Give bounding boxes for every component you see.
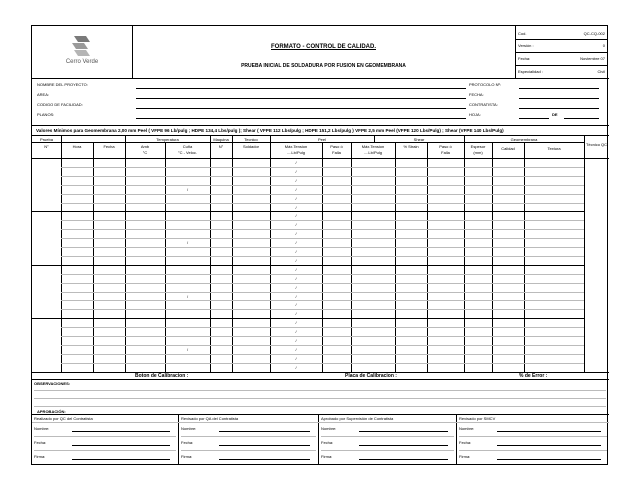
row-divider (61, 345, 584, 346)
sheet-total-field[interactable] (564, 118, 599, 119)
sig-name-label: Nombre: (321, 426, 337, 431)
col-soldador: Soldador (242, 144, 259, 149)
date-label: Fecha: (518, 56, 531, 61)
peel-tension-slash[interactable]: / (295, 320, 297, 326)
col-calidad: Calidad (501, 146, 515, 151)
facility-code-field[interactable] (136, 108, 466, 109)
contractor-field[interactable] (519, 108, 599, 109)
sig-signature-field[interactable] (359, 459, 448, 460)
col-shear-unit: ....Lb/Pulg (363, 150, 382, 155)
sig-name-field[interactable] (72, 431, 170, 432)
calibration-button-label: Boton de Calibracion : (135, 373, 189, 379)
row-divider (32, 265, 584, 266)
row-divider (61, 176, 584, 177)
col-peel-unit: ....Lb/Pulg (286, 150, 305, 155)
peel-tension-slash[interactable]: / (295, 329, 297, 335)
sig-name-field[interactable] (219, 431, 310, 432)
peel-tension-slash[interactable]: / (295, 186, 297, 192)
specialty-value: Civil (597, 69, 605, 74)
row-divider (61, 203, 584, 204)
sig-signature-field[interactable] (497, 459, 601, 460)
sig-qc-contractor-title: Realizado por QC del Contratista (34, 416, 93, 421)
col-peel: Peel (317, 137, 326, 142)
row-divider (61, 247, 584, 248)
sig-date-field[interactable] (497, 445, 601, 446)
row-divider (61, 354, 584, 355)
sig-qa-contractor-title: Revisado por QA del Contratista (181, 416, 239, 421)
col-temperatura: Temperatura (156, 137, 179, 142)
row-divider (61, 309, 584, 310)
peel-tension-slash[interactable]: / (295, 249, 297, 254)
peel-tension-slash[interactable]: / (295, 311, 297, 317)
row-divider (61, 292, 584, 293)
protocol-field[interactable] (519, 88, 599, 89)
sig-supervision-title: Aprobado por Supervisión de Contratista (321, 416, 394, 421)
sheet-field[interactable] (519, 118, 549, 119)
sig-date-label: Fecha: (34, 440, 47, 445)
calibration-plate-label: Placa de Calibracion : (345, 373, 397, 379)
col-n: N° (44, 144, 49, 149)
peel-tension-slash[interactable]: / (295, 222, 297, 228)
sig-signature-label: Firma: (181, 454, 193, 459)
row-divider (61, 300, 584, 301)
form-subtitle: PRUEBA INICIAL DE SOLDADURA POR FUSION EN GEOMEMBRANA (241, 63, 406, 69)
company-name: Cerro Verde (65, 59, 99, 65)
sig-name-label: Nombre: (34, 426, 50, 431)
sig-signature-label: Firma: (321, 454, 333, 459)
form-title: FORMATO - CONTROL DE CALIDAD. (271, 44, 376, 50)
peel-tension-slash[interactable]: / (295, 364, 297, 370)
area-label: AREA: (37, 92, 50, 97)
sig-name-label: Nombre: (459, 426, 475, 431)
row-divider (61, 229, 584, 230)
peel-tension-slash[interactable]: / (295, 275, 297, 281)
col-tecnico: Tecnico (244, 137, 258, 142)
doc-code-value: QC-CQ-002 (583, 31, 605, 36)
peel-tension-slash[interactable]: / (295, 213, 297, 219)
wedge-temp-slash[interactable]: / (186, 346, 189, 352)
peel-tension-slash[interactable]: / (295, 284, 297, 290)
peel-tension-slash[interactable]: / (295, 355, 297, 361)
doc-code-label: Cod. (518, 31, 527, 36)
peel-tension-slash[interactable]: / (295, 338, 297, 343)
col-textura: Textura (547, 146, 561, 151)
row-divider (61, 256, 584, 257)
col-maquina: Maquina (213, 137, 229, 142)
contractor-label: CONTRATISTA: (469, 102, 498, 107)
plans-label: PLANOS: (37, 112, 55, 117)
col-tecnico-qc: Técnico QC (585, 142, 608, 147)
fecha-label: FECHA: (469, 92, 484, 97)
peel-tension-slash[interactable]: / (295, 346, 297, 352)
logo-mark-icon (52, 32, 112, 62)
peel-tension-slash[interactable]: / (295, 195, 297, 201)
row-divider (61, 363, 584, 364)
specialty-label: Especialidad : (518, 69, 543, 74)
observations-line-1[interactable] (34, 390, 606, 391)
wedge-temp-slash[interactable]: / (186, 186, 189, 192)
project-name-field[interactable] (136, 88, 466, 89)
peel-tension-slash[interactable]: / (295, 160, 297, 165)
col-fecha: Fecha (103, 144, 115, 149)
row-divider (61, 283, 584, 284)
sig-name-field[interactable] (359, 431, 448, 432)
col-hora: Hora (72, 144, 82, 149)
version-label: Versión : (518, 43, 534, 48)
approval-label: APROBACIÓN: (37, 409, 66, 414)
row-divider (32, 318, 584, 319)
row-divider (61, 167, 584, 168)
col-shear-max: Máx.Tension (361, 144, 385, 149)
row-divider (32, 211, 584, 212)
observations-label: OBSERVACIONES: (34, 381, 71, 386)
sig-date-label: Fecha: (459, 440, 472, 445)
sig-smcv-title: Revisado por SMCV (459, 416, 496, 421)
col-cuna: Cuña (182, 144, 193, 149)
peel-tension-slash[interactable]: / (295, 257, 297, 263)
minimum-values-note: Valores Mínimos para Geomembrana 2,00 mm Peel ( VFPE 96 Lb/pulg ; HDPE 134,4 Lbs/pulg ); Shear ( VFPE 112 Lbs/pulg ; HDPE 151,2 Lbs/pulg ) VFPE 2,5 mm Peel (VFPE 120 Lbs/Pulg) ; Shear (VFPE 140 Lbs/Pulg) (36, 128, 504, 133)
sig-date-field[interactable] (72, 445, 170, 446)
sig-date-label: Fecha: (321, 440, 334, 445)
peel-tension-slash[interactable]: / (295, 266, 297, 272)
sig-name-label: Nombre: (181, 426, 197, 431)
sig-date-field[interactable] (359, 445, 448, 446)
col-peel-max: Máx.Tension (284, 144, 308, 149)
row-divider (61, 185, 584, 186)
col-amb: Amb (140, 144, 150, 149)
fecha-field[interactable] (519, 98, 599, 99)
peel-tension-slash[interactable]: / (295, 240, 297, 246)
peel-tension-slash[interactable]: / (295, 302, 297, 308)
col-geomembrana: Geomembrana (510, 137, 538, 142)
col-amb-unit: °C (142, 150, 148, 155)
col-shear-falla: Falla (441, 150, 450, 155)
sheet-label: HOJA: (469, 112, 481, 117)
row-divider (61, 327, 584, 328)
col-maquina-n: N° (218, 144, 224, 149)
sig-signature-field[interactable] (72, 459, 170, 460)
observations-line-2[interactable] (34, 398, 606, 399)
col-shear-paso: Paso ó (439, 144, 452, 149)
area-field[interactable] (136, 98, 466, 99)
col-peel-paso: Paso ó (330, 144, 343, 149)
sig-date-label: Fecha: (181, 440, 194, 445)
quality-control-form (31, 25, 608, 465)
wedge-temp-slash[interactable]: / (186, 240, 189, 246)
row-divider (61, 336, 584, 337)
row-divider (61, 220, 584, 221)
col-prueba: Prueba (40, 137, 53, 142)
col-cuna-unit: °C - Veloc. (178, 150, 197, 155)
peel-tension-slash[interactable]: / (295, 293, 297, 299)
date-value: Noviembre 07 (580, 56, 605, 61)
sig-signature-label: Firma: (34, 454, 46, 459)
project-name-label: NOMBRE DEL PROYECTO: (37, 82, 88, 87)
error-percent-label: % de Error : (519, 373, 548, 379)
col-peel-falla: Falla (332, 150, 341, 155)
protocol-label: PROTOCOLO Nº: (469, 82, 502, 87)
peel-tension-slash[interactable]: / (295, 177, 297, 183)
wedge-temp-slash[interactable]: / (186, 293, 189, 299)
peel-tension-slash[interactable]: / (295, 168, 297, 174)
col-shear: Shear (413, 137, 425, 142)
sig-signature-label: Firma: (459, 454, 471, 459)
version-value: 0 (602, 43, 605, 48)
col-espesor: Espesor (470, 144, 486, 149)
sig-date-field[interactable] (219, 445, 310, 446)
row-divider (61, 194, 584, 195)
company-logo (52, 32, 112, 70)
row-divider (61, 274, 584, 275)
observations-line-3[interactable] (34, 406, 606, 407)
sig-signature-field[interactable] (219, 459, 310, 460)
col-strain: % Strain (403, 144, 419, 149)
plans-field[interactable] (136, 118, 466, 119)
row-divider (61, 238, 584, 239)
peel-tension-slash[interactable]: / (295, 204, 297, 210)
col-espesor-unit: (mm) (473, 150, 483, 155)
sig-name-field[interactable] (497, 431, 601, 432)
facility-code-label: CODIGO DE FACILIDAD: (37, 102, 83, 107)
sheet-of-label: DE (552, 112, 558, 117)
peel-tension-slash[interactable]: / (295, 231, 297, 237)
